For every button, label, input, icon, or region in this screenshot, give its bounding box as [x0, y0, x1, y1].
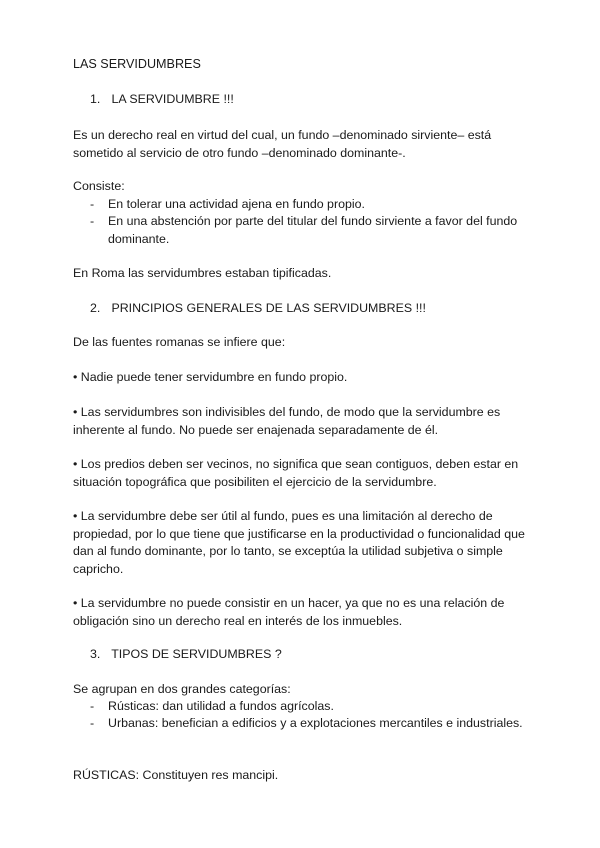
heading-text: TIPOS DE SERVIDUMBRES ?	[111, 647, 282, 661]
consiste-item-2: En una abstención por parte del titular del fundo sirviente a favor del fundo dominante.	[108, 214, 518, 246]
list-dash: -	[90, 214, 95, 228]
fuentes-paragraph: De las fuentes romanas se infiere que:	[73, 335, 286, 349]
roma-paragraph: En Roma las servidumbres estaban tipificadas.	[73, 266, 332, 280]
heading-number: 2.	[90, 301, 101, 315]
categoria-item-1: Rústicas: dan utilidad a fundos agrícolas.	[108, 699, 334, 713]
principle-bullet-4: • La servidumbre debe ser útil al fundo, pues es una limitación al derecho de propiedad, por lo que tiene que justificarse en la productividad o funcionalidad que dan al fundo dominante, por lo tanto, se exceptúa la utilidad subjetiva o simple capricho.	[73, 509, 525, 576]
principle-bullet-3: • Los predios deben ser vecinos, no significa que sean contiguos, deben estar en situación topográfica que posibiliten el ejercicio de la servidumbre.	[73, 457, 519, 489]
principle-bullet-1: • Nadie puede tener servidumbre en fundo propio.	[73, 370, 348, 384]
definition-paragraph: Es un derecho real en virtud del cual, un fundo –denominado sirviente– está sometido al servicio de otro fundo –denominado dominante-.	[73, 128, 492, 160]
heading-number: 3.	[90, 647, 101, 661]
rusticas-paragraph: RÚSTICAS: Constituyen res mancipi.	[73, 768, 279, 782]
section-heading-1	[90, 91, 550, 109]
list-dash: -	[90, 699, 95, 713]
principle-bullet-2: • Las servidumbres son indivisibles del fundo, de modo que la servidumbre es inherente al fundo. No puede ser enajenada separadamente de él.	[73, 405, 501, 437]
categorias-label: Se agrupan en dos grandes categorías:	[73, 682, 291, 696]
list-dash: -	[90, 197, 95, 211]
principle-bullet-5: • La servidumbre no puede consistir en un hacer, ya que no es una relación de obligación sino un derecho real en interés de los inmuebles.	[73, 596, 505, 628]
document-title: LAS SERVIDUMBRES	[73, 57, 201, 71]
consiste-item-1: En tolerar una actividad ajena en fundo propio.	[108, 197, 365, 211]
heading-text: LA SERVIDUMBRE !!!	[111, 92, 234, 106]
list-dash: -	[90, 716, 95, 730]
heading-number: 1.	[90, 92, 101, 106]
categoria-item-2: Urbanas: benefician a edificios y a explotaciones mercantiles e industriales.	[108, 716, 523, 730]
consiste-label: Consiste:	[73, 179, 125, 193]
section-heading-3	[90, 646, 550, 664]
section-heading-2	[90, 300, 550, 318]
heading-text: PRINCIPIOS GENERALES DE LAS SERVIDUMBRES !!!	[111, 301, 426, 315]
